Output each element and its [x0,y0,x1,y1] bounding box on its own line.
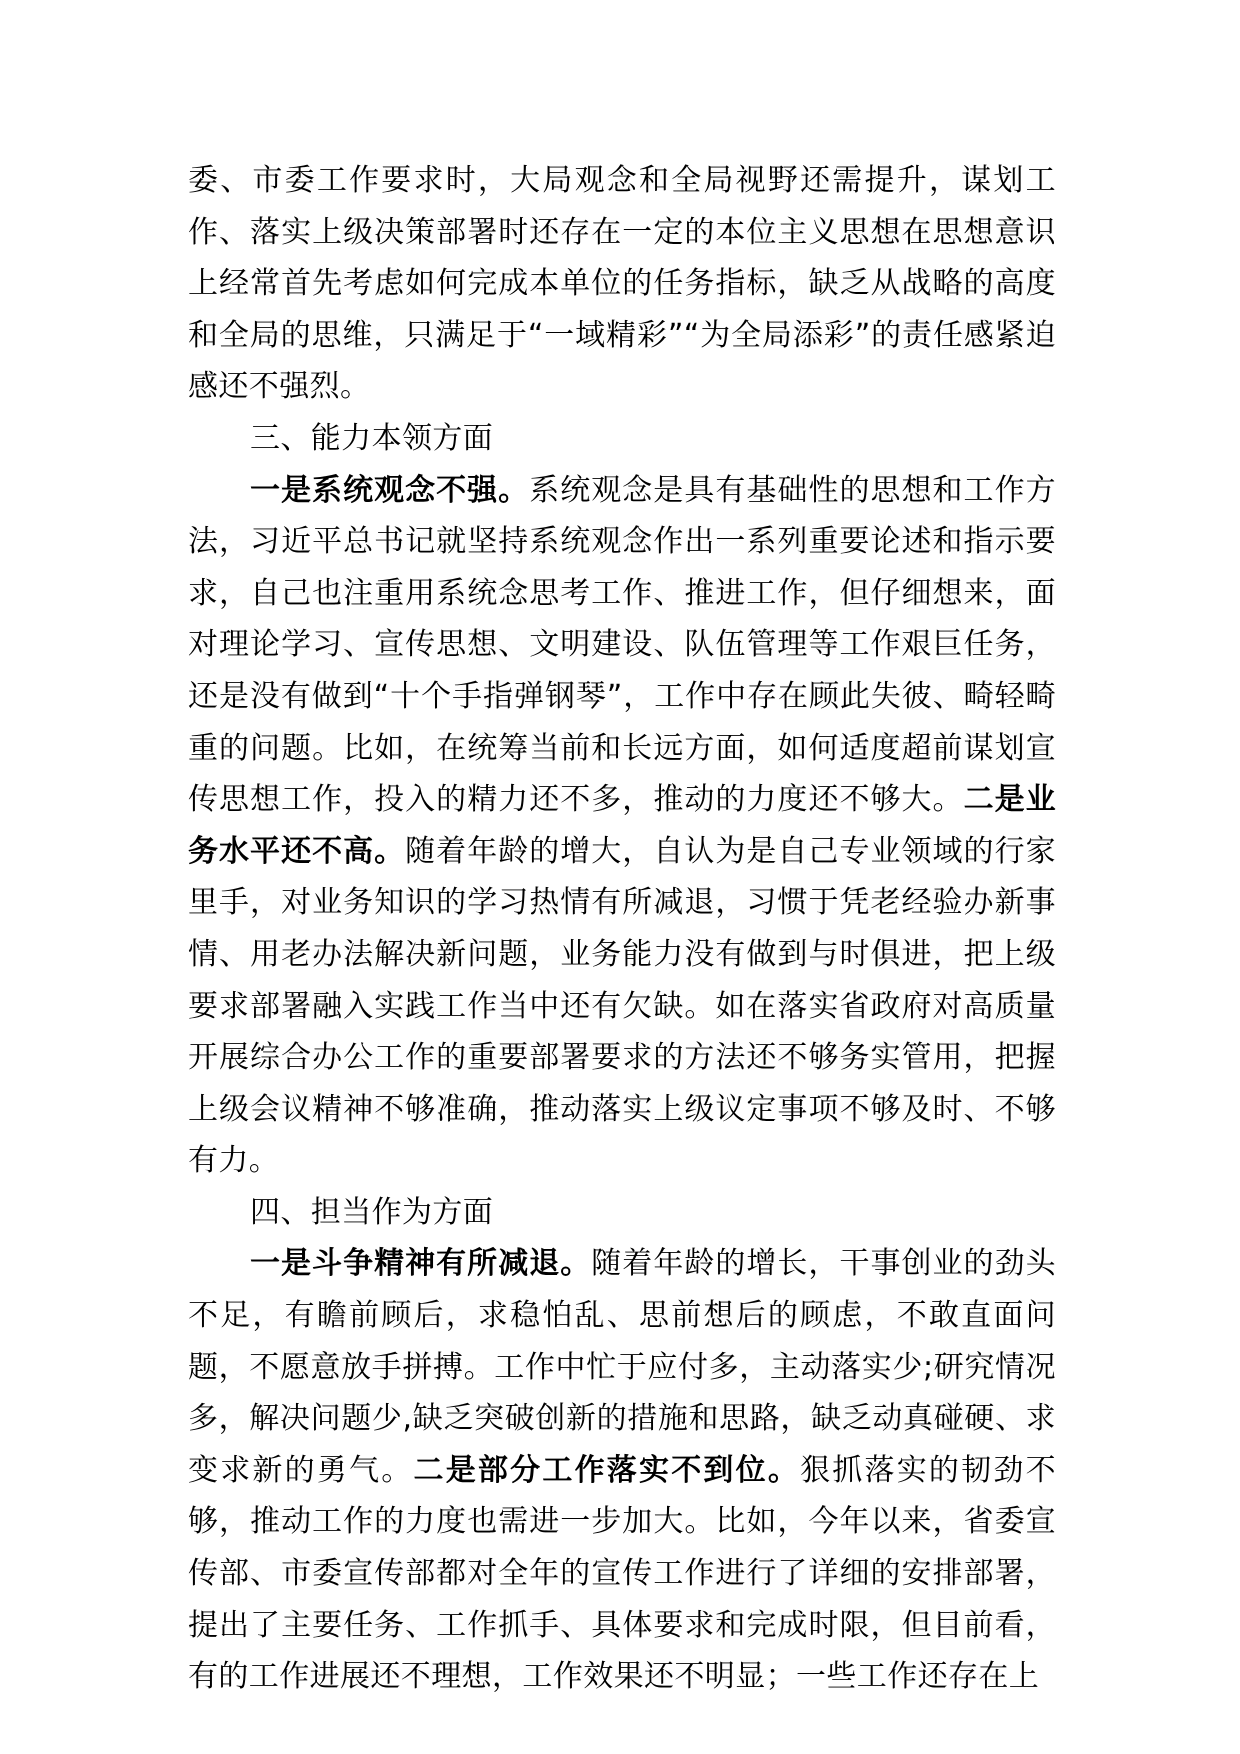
section-heading-ability: 三、能力本领方面 [250,420,494,456]
point-text: 系统观念是具有基础性的思想和工作方法，习近平总书记就坚持系统观念作出一系列重要论述和指示要求，自己也注重用系统念思考工作、推进工作，但仔细想来，面对理论学习、宣传思想、文明建设、队伍管理等工作艰巨任务，还是没有做到“十个手指弹钢琴”，工作中存在顾此失彼、畸轻畸重的问题。比如，在统筹当前和长远方面，如何适度超前谋划宣传思想工作，投入的精力还不多，推动的力度还不够大。 [188,472,1056,818]
point-text: 随着年龄的增长，干事创业的劲头不足，有瞻前顾后，求稳怕乱、思前想后的顾虑，不敢直面问题，不愿意放手拼搏。工作中忙于应付多，主动落实少;研究情况多，解决问题少,缺乏突破创新的措施和思路，缺乏动真碰硬、求变求新的勇气。 [188,1246,1056,1488]
point-text: 狠抓落实的韧劲不够，推动工作的力度也需进一步加大。比如，今年以来，省委宣传部、市委宣传部都对全年的宣传工作进行了详细的安排部署，提出了主要任务、工作抓手、具体要求和完成时限，但目前看，有的工作进展还不理想，工作效果还不明显；一些工作还存在上 [188,1452,1056,1695]
point-text: 随着年龄的增大，自认为是自己专业领域的行家里手，对业务知识的学习热情有所减退，习惯于凭老经验办新事情、用老办法解决新问题，业务能力没有做到与时俱进，把上级要求部署融入实践工作当中还有欠缺。如在落实省政府对高质量开展综合办公工作的重要部署要求的方法还不够务实管用，把握上级会议精神不够准确，推动落实上级议定事项不够及时、不够有力。 [188,833,1056,1179]
point-title: 一是系统观念不强。 [250,472,530,508]
paragraph-responsibility [188,1238,1056,1702]
paragraph-continuation: 委、市委工作要求时，大局观念和全局视野还需提升，谋划工作、落实上级决策部署时还存在一定的本位主义思想在思想意识上经常首先考虑如何完成本单位的任务指标，缺乏从战略的高度和全局的思维，只满足于“一域精彩”“为全局添彩”的责任感紧迫感还不强烈。 [188,163,1056,405]
point-title: 一是斗争精神有所减退。 [250,1246,592,1282]
section-heading-responsibility: 四、担当作为方面 [250,1194,494,1230]
paragraph-ability [188,465,1056,1187]
point-title: 二是业务水平还不高。 [188,782,1057,869]
point-title: 二是部分工作落实不到位。 [413,1452,801,1488]
document-body [188,155,1056,1703]
